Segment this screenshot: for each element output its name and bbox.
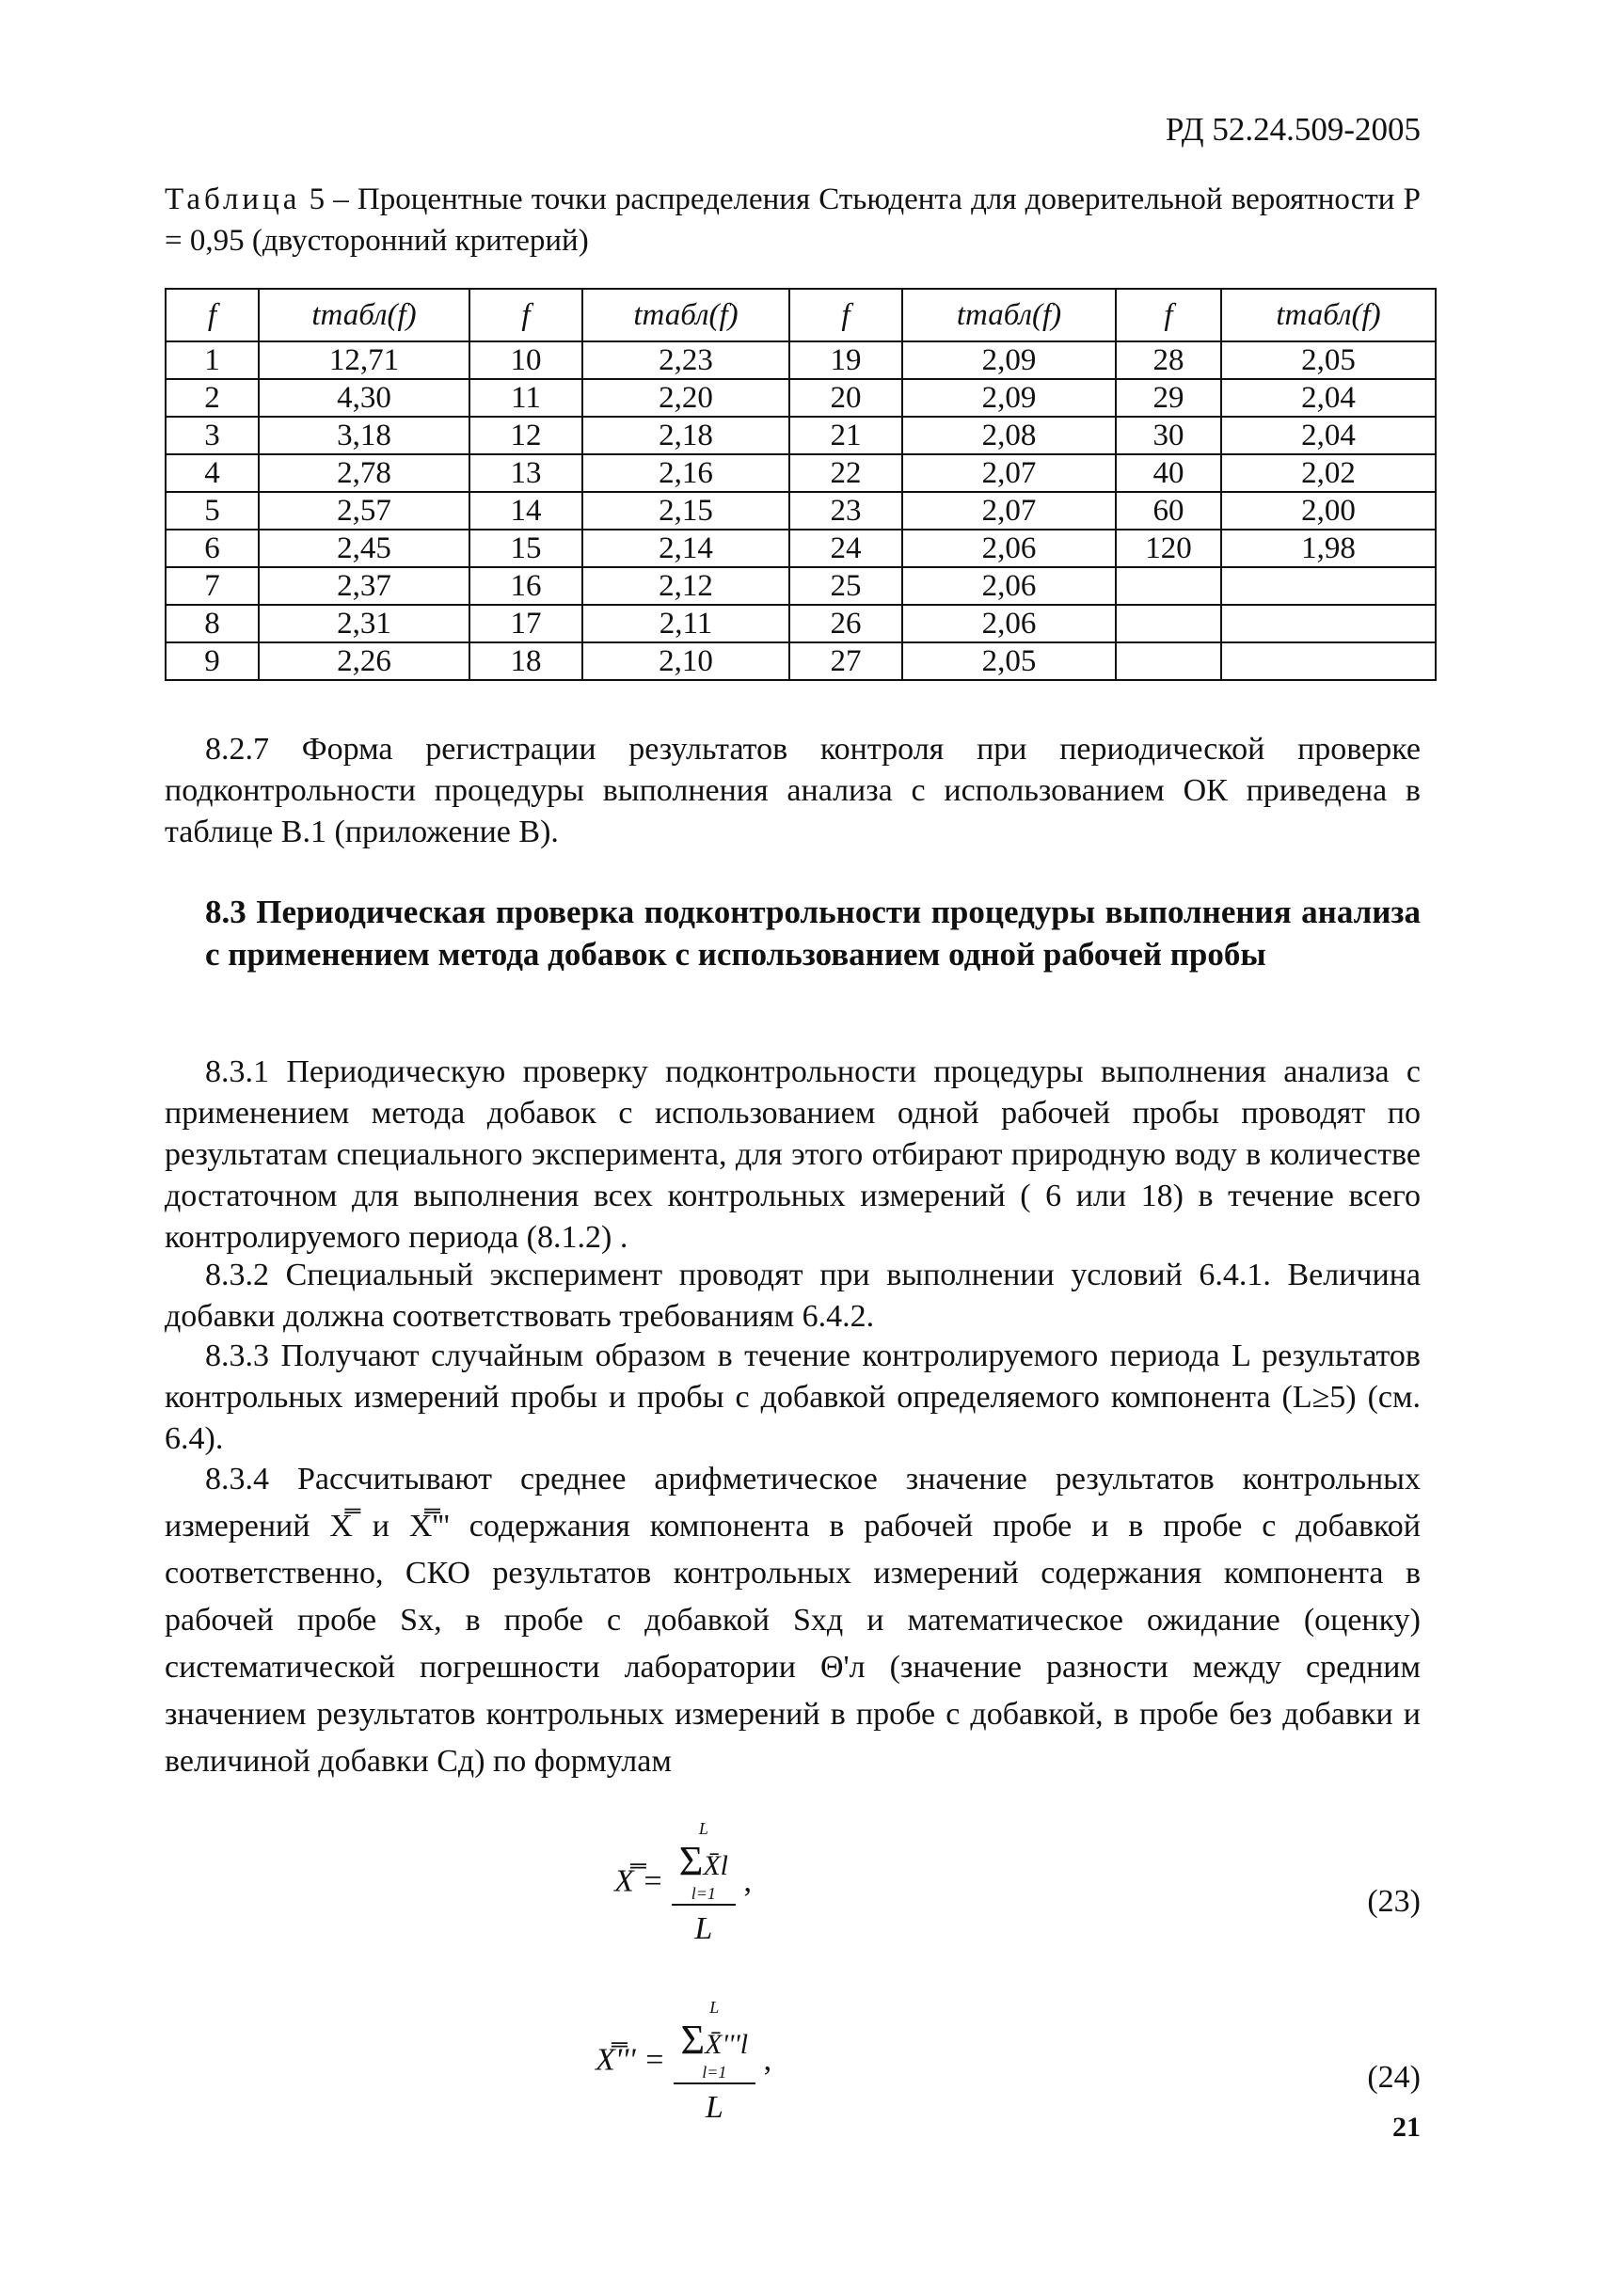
table-cell: 2,02 — [1221, 454, 1436, 492]
table-cell: 3,18 — [259, 417, 469, 454]
table-cell: 27 — [789, 642, 902, 680]
table-cell: 40 — [1116, 454, 1221, 492]
paragraph-8-3-1: 8.3.1 Периодическую проверку подконтрольности процедуры выполнения анализа с применением метода добавок с использованием одной рабочей пробы проводят по результатам специального эксперимента, для этого отбирают природную воду в количестве достаточном для выполнения всех контрольных измерений ( 6 или 18) в течение всего контролируемого периода (8.1.2) . — [165, 1054, 1421, 1255]
table-cell: 2,10 — [582, 642, 789, 680]
table-cell: 5 — [166, 492, 259, 530]
table-cell: 2,00 — [1221, 492, 1436, 530]
table-cell: 2,37 — [259, 567, 469, 605]
table-cell: 2,05 — [1221, 341, 1436, 379]
table-cell: 18 — [469, 642, 582, 680]
table-header-cell: tтабл(f) — [259, 289, 469, 341]
table-body — [166, 341, 1436, 680]
table-cell: 120 — [1116, 530, 1221, 567]
table-cell: 2,16 — [582, 454, 789, 492]
table-caption — [165, 179, 1421, 261]
table-cell: 28 — [1116, 341, 1221, 379]
equation-number-23: (23) — [1367, 1884, 1421, 1919]
table-cell: 16 — [469, 567, 582, 605]
table-header-cell: f — [1116, 289, 1221, 341]
table-cell — [1116, 642, 1221, 680]
table-cell: 20 — [789, 379, 902, 417]
table-cell: 2,12 — [582, 567, 789, 605]
table-cell: 12,71 — [259, 341, 469, 379]
formula-23: X̿ = L ΣX̄l l=1 L , — [614, 1819, 752, 1946]
table-row — [166, 605, 1436, 642]
table-row — [166, 530, 1436, 567]
paragraph-8-3-4: 8.3.4 Рассчитывают среднее арифметическое значение результатов контрольных измерений X̿ и X̿''' содержания компонента в рабочей пробе и в пробе с добавкой соответственно, СКО результатов контрольных измерений содержания компонента в рабочей пробе Sx, в пробе с добавкой Sxд и математическое ожидание (оценку) систематической погрешности лаборатории Θ'л (значение разности между средним значением результатов контрольных измерений в пробе с добавкой, в пробе без добавки и величиной добавки Cд) по формулам — [165, 1462, 1421, 1779]
table-cell: 7 — [166, 567, 259, 605]
table-cell: 13 — [469, 454, 582, 492]
document-id: РД 52.24.509-2005 — [1165, 111, 1421, 148]
table-cell — [1221, 605, 1436, 642]
table-header-cell: tтабл(f) — [902, 289, 1116, 341]
table-cell: 30 — [1116, 417, 1221, 454]
table-cell: 2,06 — [902, 530, 1116, 567]
table-row — [166, 642, 1436, 680]
table-row — [166, 379, 1436, 417]
table-row — [166, 492, 1436, 530]
page-number: 21 — [1392, 2112, 1421, 2143]
table-row — [166, 567, 1436, 605]
table-cell: 2,05 — [902, 642, 1116, 680]
table-header-cell: tтабл(f) — [582, 289, 789, 341]
paragraph-8-3-3: 8.3.3 Получают случайным образом в течение контролируемого периода L результатов контрольных измерений пробы и пробы с добавкой определяемого компонента (L≥5) (см. 6.4). — [165, 1338, 1421, 1456]
table-cell: 2,78 — [259, 454, 469, 492]
table-caption-text: 5 – Процентные точки распределения Стьюдента для доверительной вероятности Р = 0,95 (двусторонний критерий) — [165, 182, 1421, 258]
table-cell: 2,15 — [582, 492, 789, 530]
table-cell: 2,20 — [582, 379, 789, 417]
table-header-cell: tтабл(f) — [1221, 289, 1436, 341]
table-row — [166, 454, 1436, 492]
sum-icon: Σ — [680, 2017, 706, 2063]
table-header-cell: f — [789, 289, 902, 341]
table-cell — [1116, 605, 1221, 642]
table-cell — [1221, 642, 1436, 680]
table-cell: 21 — [789, 417, 902, 454]
table-cell: 2,04 — [1221, 417, 1436, 454]
table-cell: 15 — [469, 530, 582, 567]
table-cell: 2 — [166, 379, 259, 417]
table-cell: 1 — [166, 341, 259, 379]
table-cell: 11 — [469, 379, 582, 417]
table-cell: 2,06 — [902, 567, 1116, 605]
table-cell: 3 — [166, 417, 259, 454]
section-heading-8-3: 8.3 Периодическая проверка подконтрольности процедуры выполнения анализа с применением метода добавок с использованием одной рабочей пробы — [205, 894, 1421, 973]
table-cell: 2,11 — [582, 605, 789, 642]
table-cell: 8 — [166, 605, 259, 642]
table-cell: 23 — [789, 492, 902, 530]
table-header-cell: f — [166, 289, 259, 341]
table-cell: 1,98 — [1221, 530, 1436, 567]
table-cell: 6 — [166, 530, 259, 567]
table-cell: 2,09 — [902, 379, 1116, 417]
table-cell: 2,08 — [902, 417, 1116, 454]
table-cell: 2,07 — [902, 492, 1116, 530]
table-cell — [1221, 567, 1436, 605]
formula-24: X̿''' = L ΣX̄'''l l=1 L , — [596, 1998, 772, 2125]
table-cell: 2,26 — [259, 642, 469, 680]
table-cell: 14 — [469, 492, 582, 530]
table-cell: 2,23 — [582, 341, 789, 379]
paragraph-8-3-2: 8.3.2 Специальный эксперимент проводят при выполнении условий 6.4.1. Величина добавки должна соответствовать требованиям 6.4.2. — [165, 1258, 1421, 1334]
table-cell: 2,45 — [259, 530, 469, 567]
table-cell: 22 — [789, 454, 902, 492]
table-cell: 4 — [166, 454, 259, 492]
table-caption-word: Таблица — [165, 182, 301, 216]
table-cell: 17 — [469, 605, 582, 642]
table-cell: 12 — [469, 417, 582, 454]
table-cell: 2,07 — [902, 454, 1116, 492]
table-cell: 2,57 — [259, 492, 469, 530]
table-cell — [1116, 567, 1221, 605]
table-cell: 24 — [789, 530, 902, 567]
table-cell: 60 — [1116, 492, 1221, 530]
table-row — [166, 417, 1436, 454]
table-cell: 10 — [469, 341, 582, 379]
table-cell: 4,30 — [259, 379, 469, 417]
table-cell: 2,18 — [582, 417, 789, 454]
table-cell: 2,09 — [902, 341, 1116, 379]
table-cell: 2,06 — [902, 605, 1116, 642]
table-header-cell: f — [469, 289, 582, 341]
table-cell: 29 — [1116, 379, 1221, 417]
equation-number-24: (24) — [1367, 2060, 1421, 2095]
table-cell: 2,31 — [259, 605, 469, 642]
table-row — [166, 341, 1436, 379]
table-cell: 2,04 — [1221, 379, 1436, 417]
sum-icon: Σ — [678, 1838, 704, 1884]
table-cell: 19 — [789, 341, 902, 379]
table-cell: 26 — [789, 605, 902, 642]
table-cell: 2,14 — [582, 530, 789, 567]
table-cell: 9 — [166, 642, 259, 680]
student-table — [165, 288, 1437, 681]
paragraph-8-2-7: 8.2.7 Форма регистрации результатов контроля при периодической проверке подконтрольности процедуры выполнения анализа с использованием ОК приведена в таблице В.1 (приложение В). — [165, 732, 1421, 849]
table-header-row — [166, 289, 1436, 341]
table-cell: 25 — [789, 567, 902, 605]
